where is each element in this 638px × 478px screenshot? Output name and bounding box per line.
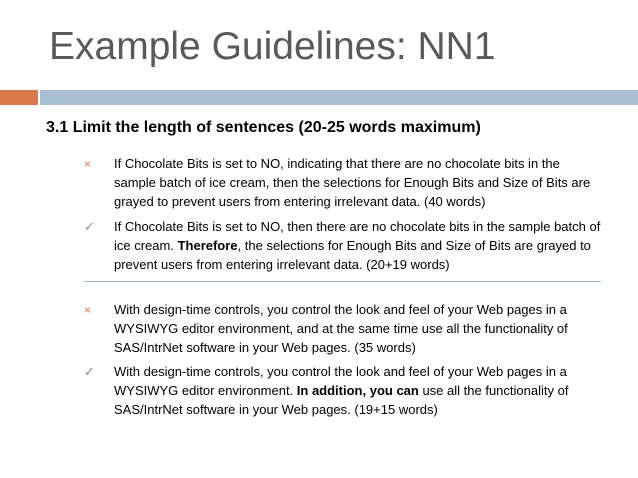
check-icon: ✓ <box>84 364 95 379</box>
example-text: If Chocolate Bits is set to NO, indicating that there are no chocolate bits in the sample batch of ice cream, then the selections for Enough Bits and Size of Bits are grayed to prevent users from entering irrelevant data. (40 words) <box>114 156 591 209</box>
cross-icon: × <box>84 303 92 317</box>
check-icon: ✓ <box>84 219 95 234</box>
section-heading: 3.1 Limit the length of sentences (20-25 words maximum) <box>46 119 481 136</box>
bold-emphasis: In addition, you can <box>296 383 419 398</box>
accent-band-blue <box>40 90 638 105</box>
example-text <box>114 217 604 274</box>
example-text <box>114 362 604 419</box>
bold-emphasis: Therefore <box>177 238 238 253</box>
accent-band-orange <box>0 90 38 105</box>
text-segment: use all the functionality of SAS/IntrNet software in your Web pages. (19+15 words) <box>114 383 569 417</box>
cross-icon: × <box>84 157 92 171</box>
example-item-good-2 <box>84 362 604 419</box>
text-segment: With design-time controls, you control the look and feel of your Web pages in a WYSIWYG editor environment. <box>114 364 567 398</box>
example-item-bad-1 <box>84 154 604 211</box>
text-segment: , the selections for Enough Bits and Size of Bits are grayed to prevent users from entering irrelevant data. (20+19 words) <box>114 238 591 272</box>
text-segment: If Chocolate Bits is set to NO, then there are no chocolate bits in the sample batch of ice cream. <box>114 219 601 253</box>
example-item-bad-2 <box>84 300 604 357</box>
example-item-good-1 <box>84 217 604 274</box>
example-text: With design-time controls, you control the look and feel of your Web pages in a WYSIWYG editor environment, and at the same time use all the functionality of SAS/IntrNet software in your Web pages. (35 words) <box>114 302 568 355</box>
slide-title: Example Guidelines: NN1 <box>49 25 496 68</box>
section-divider <box>84 281 601 282</box>
